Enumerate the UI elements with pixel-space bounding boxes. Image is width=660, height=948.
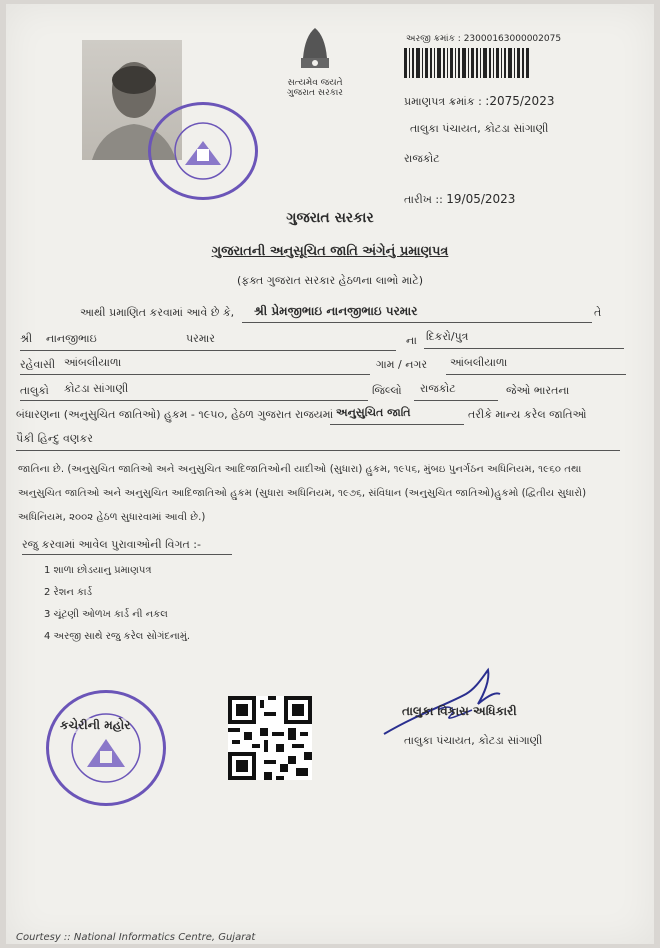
relation-value: દિકરો/પુત્ર [426,330,469,343]
national-emblem [286,18,344,104]
certificate-subtitle: (ફક્ત ગુજરાત સરકાર હેઠળના લાભો માટે) [236,274,424,287]
application-number: અરજી ક્રમાંક : 23000163000002075 [406,34,562,44]
office-seal-photo [148,102,258,200]
govt-title: ગુજરાત સરકાર [286,210,374,226]
officer-office: તાલુકા પંચાયત, કોટડા સાંગાણી [404,734,543,747]
issue-date-label: તારીખ :: [404,193,443,206]
documents-heading: રજુ કરવામાં આવેલ પુરાવાઓની વિગત :- [22,538,201,551]
taluka-label: તાલુકો [20,384,49,397]
cert-number-value: :2075/2023 [485,94,555,108]
cert-number-row [404,94,554,109]
resident-value: આંબલીયાળા [64,356,122,369]
certificate-sheet [6,4,654,944]
resident-label: રહેવાસી [20,358,56,371]
who-label: જેઓ ભારતના [506,384,570,397]
legal-line: જાતિના છે. (અનુસુચિત જાતિઓ અને અનુસુચિત આદિજાતિઓની યાદીઓ (સુધારા) હુકમ, ૧૯૫૬, મુંબઇ પુનર્ગઠન અધિનિયમ, ૧૯૬૦ તથા [18,464,582,475]
issue-date-row [404,192,515,207]
recognized-text: તરીકે માન્ય કરેલ જાતિઓ [468,408,587,421]
ashoka-emblem-icon [295,18,335,74]
holder-name: શ્રી પ્રેમજીભાઇ નાનજીભાઇ પરમાર [254,304,418,318]
district-label: જિલ્લો [372,384,402,397]
district-heading: રાજકોટ [404,152,440,165]
caste-value: હિન્દુ વણકર [37,432,93,445]
relation-label: ના [406,334,417,347]
issue-date-value: 19/05/2023 [446,192,516,206]
surname: પરમાર [186,332,215,345]
officer-title: તાલુકા વિકાસ અધિકારી [402,704,517,718]
issuing-office: તાલુકા પંચાયત, કોટડા સાંગાણી [410,122,549,135]
qr-code[interactable] [228,696,312,780]
emblem-caption: ગુજરાત સરકાર [287,88,343,98]
caste-prefix: પૈકી [16,432,35,445]
taluka-value: કોટડા સાંગાણી [64,382,129,395]
footer-courtesy: Courtesy :: National Informatics Centre, Gujarat [16,932,256,943]
cert-number-label: પ્રમાણપત્ર ક્રમાંક : [404,95,482,108]
legal-line: અનુસુચિત જાતિઓ અને અનુસુચિત આદિજાતિઓ હુકમ (સુધારા અધિનિયમ, ૧૯૭૬, સંવિધાન (અનુસુચિત જાતિઓ)હુકમો (દ્વિતીય સુધારો) [18,488,587,499]
holder-name-suffix: તે [594,306,602,319]
list-item: 1 શાળા છોડયાનુ પ્રમાણપત્ર [44,565,152,576]
emblem-motto: સત્યમેવ જયતે [287,78,343,88]
constitution-text: બંધારણના (અનુસુચિત જાતિઓ) હુકમ - ૧૯૫૦, હેઠળ ગુજરાત રાજયમાં [16,408,334,421]
list-item: 2 રેશન કાર્ડ [44,587,93,598]
intro-text: આથી પ્રમાણિત કરવામાં આવે છે કે, [80,306,235,319]
district-value: રાજકોટ [420,382,456,395]
village-label: ગામ / નગર [376,358,428,371]
caste-row [16,432,93,446]
village-value: આંબલીયાળા [450,356,508,369]
category-value: અનુસુચિત જાતિ [336,406,411,419]
legal-line: અધિનિયમ, ૨૦૦૨ હેઠળ સુધારવામાં આવી છે.) [18,512,206,523]
legal-paragraph [18,458,642,530]
list-item: 3 ચૂંટણી ઓળખ કાર્ડ ની નકલ [44,609,168,620]
father-name: નાનજીભાઇ [46,332,97,345]
certificate-title: ગુજરાતની અનુસૂચિત જાતિ અંગેનું પ્રમાણપત્ર [211,244,449,259]
father-prefix: શ્રી [20,332,33,345]
documents-list [44,560,190,648]
list-item: 4 અરજી સાથે રજુ કરેલ સોગંદનામું. [44,631,191,642]
office-stamp [46,690,166,806]
stamp-label: કચેરીની મહોર [60,718,131,732]
barcode [404,48,530,78]
